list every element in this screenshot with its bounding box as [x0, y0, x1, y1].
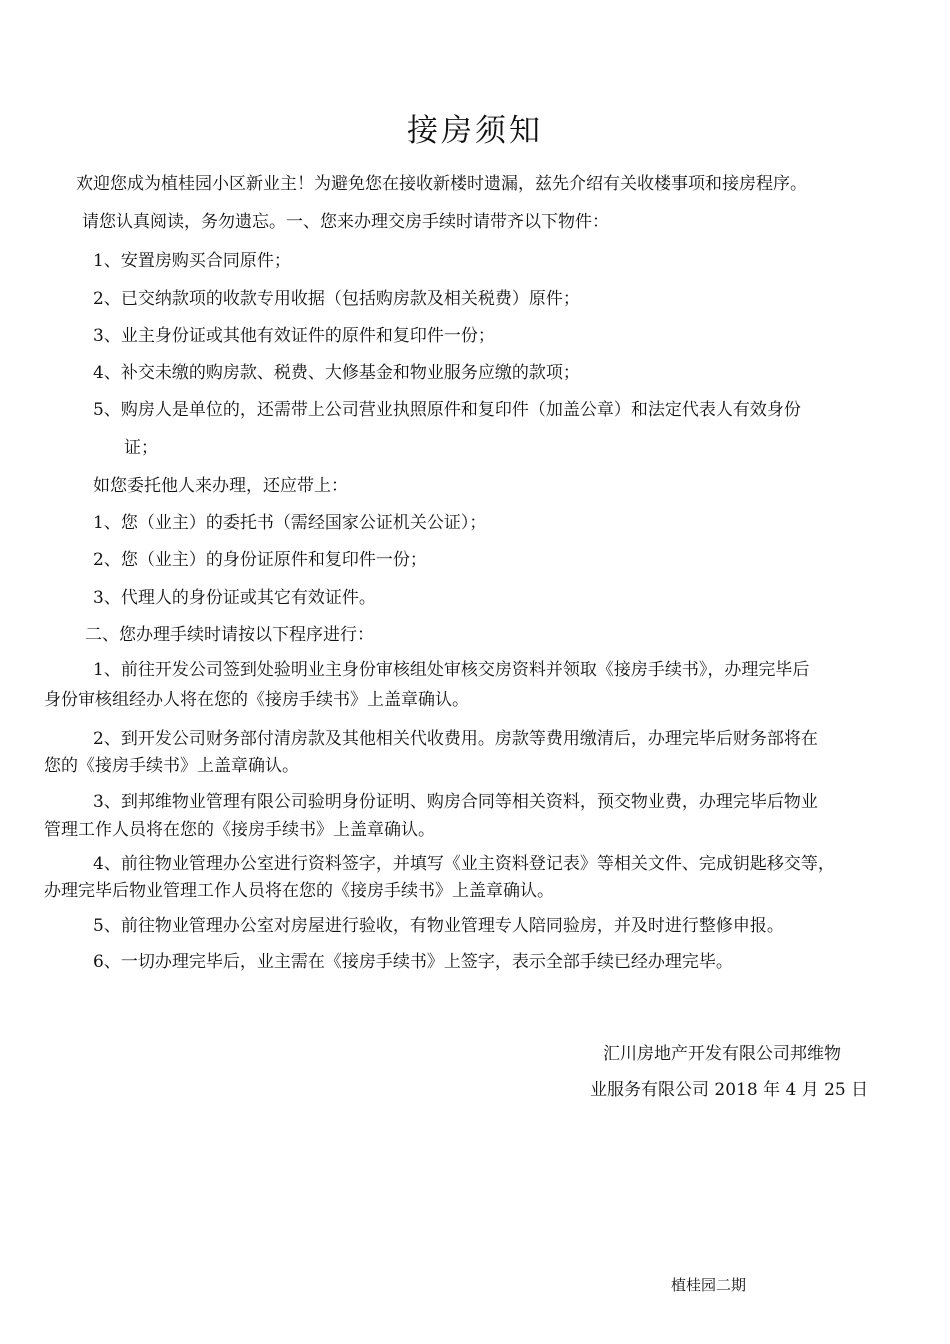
step-number: 1、	[93, 660, 121, 680]
footer-note: 植桂园二期	[671, 1276, 747, 1294]
proxy-heading: 如您委托他人来办理，还应带上：	[93, 476, 348, 496]
intro-line-1: 欢迎您成为植桂园小区新业主！为避免您在接收新楼时遗漏，兹先介绍有关收楼事项和接房程序。	[76, 174, 807, 194]
required-item-2: 2、已交纳款项的收款专用收据（包括购房款及相关税费）原件；	[93, 289, 580, 309]
procedure-step-3-line-1	[93, 790, 818, 814]
step-number: 3、	[93, 792, 121, 812]
required-item-1: 1、安置房购买合同原件；	[93, 251, 291, 271]
required-item-5-continued: 证；	[124, 438, 158, 458]
step-text: 到开发公司财务部付清房款及其他相关代收费用。房款等费用缴清后，办理完毕后财务部将在	[120, 729, 818, 749]
step-text: 前往开发公司签到处验明业主身份审核组处审核交房资料并领取《接房手续书》，办理完毕后	[120, 660, 810, 680]
procedure-step-2-line-1	[93, 727, 818, 751]
procedure-step-2-line-2: 您的《接房手续书》上盖章确认。	[44, 756, 299, 776]
proxy-item-3: 3、代理人的身份证或其它有效证件。	[93, 588, 376, 608]
required-item-5: 5、购房人是单位的，还需带上公司营业执照原件和复印件（加盖公章）和法定代表人有效身份	[93, 400, 801, 420]
signature-line-2: 业服务有限公司 2018 年 4 月 25 日	[590, 1080, 869, 1100]
procedure-step-4-line-2: 办理完毕后物业管理工作人员将在您的《接房手续书》上盖章确认。	[44, 881, 554, 901]
document-title: 接房须知	[407, 113, 543, 149]
step-number: 4、	[93, 854, 121, 874]
procedure-step-1-line-1	[93, 658, 809, 682]
required-item-4: 4、补交未缴的购房款、税费、大修基金和物业服务应缴的款项；	[93, 363, 580, 383]
procedure-step-3-line-2: 管理工作人员将在您的《接房手续书》上盖章确认。	[44, 820, 435, 840]
step-text: 前往物业管理办公室进行资料签字，并填写《业主资料登记表》等相关文件、完成钥匙移交等，	[120, 854, 835, 874]
signature-line-1: 汇川房地产开发有限公司邦维物	[603, 1044, 841, 1064]
proxy-item-1: 1、您（业主）的委托书（需经国家公证机关公证）；	[93, 513, 487, 533]
procedure-heading: 二、您办理手续时请按以下程序进行：	[85, 625, 374, 645]
procedure-step-1-line-2: 身份审核组经办人将在您的《接房手续书》上盖章确认。	[44, 690, 469, 710]
procedure-step-4-line-1	[93, 852, 835, 876]
step-text: 到邦维物业管理有限公司验明身份证明、购房合同等相关资料，预交物业费，办理完毕后物业	[120, 792, 818, 812]
procedure-step-6: 6、一切办理完毕后，业主需在《接房手续书》上签字，表示全部手续已经办理完毕。	[93, 952, 733, 972]
proxy-item-2: 2、您（业主）的身份证原件和复印件一份；	[93, 550, 427, 570]
intro-line-2: 请您认真阅读，务勿遗忘。一、您来办理交房手续时请带齐以下物件：	[82, 212, 609, 232]
required-item-3: 3、业主身份证或其他有效证件的原件和复印件一份；	[93, 326, 495, 346]
procedure-step-5: 5、前往物业管理办公室对房屋进行验收，有物业管理专人陪同验房，并及时进行整修申报。	[93, 916, 784, 936]
step-number: 2、	[93, 729, 121, 749]
